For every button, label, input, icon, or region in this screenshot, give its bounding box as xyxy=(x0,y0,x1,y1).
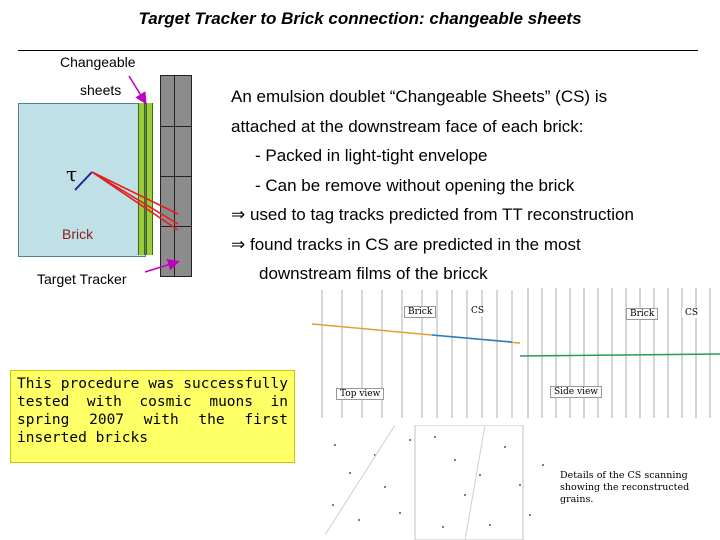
caption-line-1: Details of the CS scanning xyxy=(560,470,688,481)
description-line: attached at the downstream face of each brick: xyxy=(231,116,584,136)
daughter-track-1 xyxy=(92,172,178,214)
tau-symbol: τ xyxy=(66,162,78,186)
changeable-sheets-label-line1: Changeable xyxy=(60,54,136,70)
scan-caption xyxy=(560,470,720,506)
description-line: An emulsion doublet “Changeable Sheets” (CS) is xyxy=(231,87,608,106)
grain-detail-image xyxy=(315,425,555,540)
top-view-cs-label: CS xyxy=(468,306,487,316)
changeable-sheets-label-line2: sheets xyxy=(80,82,122,98)
description-implication: ⇒ used to tag tracks predicted from TT reconstruction xyxy=(231,205,634,224)
top-view-scan xyxy=(312,290,552,418)
grain-detail-scan xyxy=(315,425,555,540)
description-text xyxy=(231,82,720,289)
brick-label: Brick xyxy=(62,226,94,242)
description-bullet: - Packed in light-tight envelope xyxy=(255,146,488,165)
side-view-scan xyxy=(520,288,720,418)
side-view-label: Side view xyxy=(550,386,602,398)
target-tracker-label: Target Tracker xyxy=(37,271,127,287)
cosmic-muon-note: This procedure was successfully tested with cosmic muons in spring 2007 with the first inserted bricks xyxy=(10,370,295,463)
tau-track xyxy=(75,172,92,190)
description-implication-cont: downstream films of the bricck xyxy=(259,264,488,283)
top-view-brick-label: Brick xyxy=(404,306,436,318)
changeable-sheets-arrow xyxy=(129,76,145,102)
top-view-label: Top view xyxy=(336,388,384,400)
caption-line-2: showing the reconstructed grains. xyxy=(560,482,690,505)
target-tracker-arrow xyxy=(145,262,177,272)
side-view-brick-label: Brick xyxy=(626,308,658,320)
slide-title: Target Tracker to Brick connection: changeable sheets xyxy=(138,9,582,28)
side-view-cs-label: CS xyxy=(682,308,701,318)
description-implication: ⇒ found tracks in CS are predicted in the most xyxy=(231,234,581,254)
diagram-overlay xyxy=(0,0,230,300)
daughter-track-3 xyxy=(92,172,178,230)
description-bullet: - Can be remove without opening the brick xyxy=(255,175,575,195)
